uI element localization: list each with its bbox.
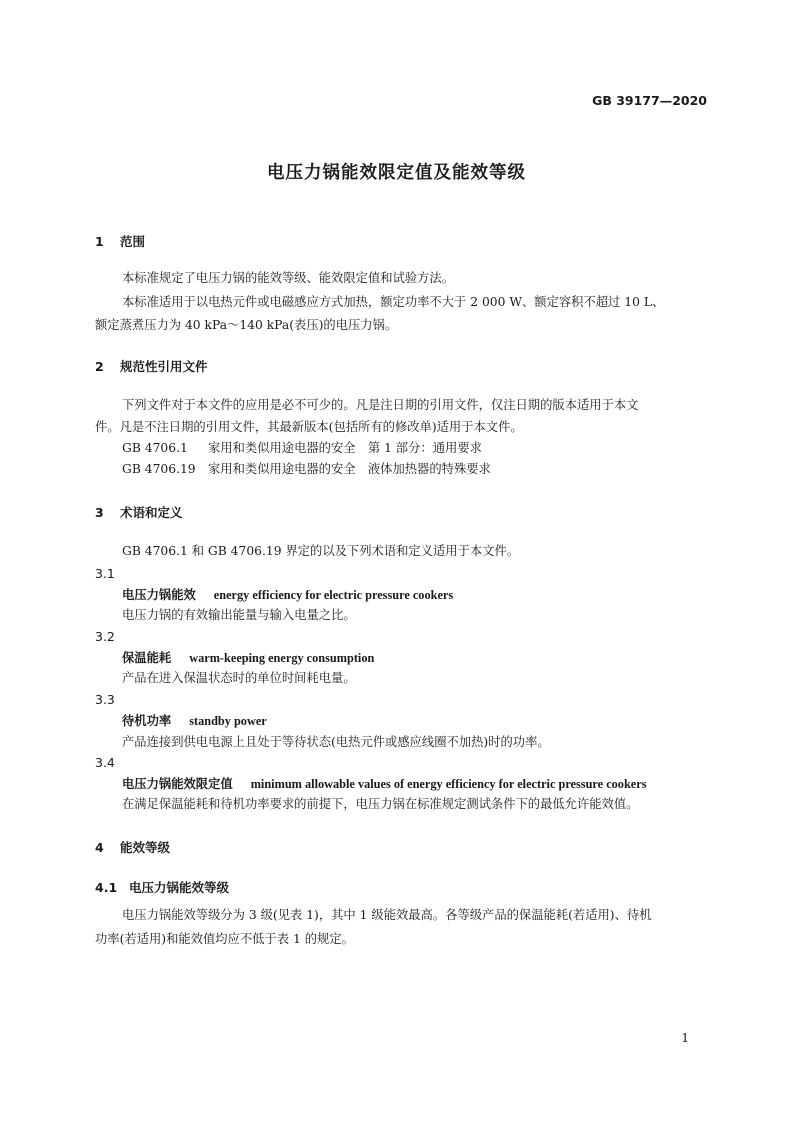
paragraph-line: 本标准适用于以电热元件或电磁感应方式加热，额定功率不大于 2 000 W、额定容积不超过 10 L、 bbox=[122, 295, 665, 309]
term-heading bbox=[122, 648, 374, 666]
section-title: 术语和定义 bbox=[120, 505, 183, 520]
reference-title: 家用和类似用途电器的安全 液体加热器的特殊要求 bbox=[208, 462, 491, 476]
section-number: 4 bbox=[95, 840, 104, 855]
term-number: 3.1 bbox=[95, 566, 115, 581]
paragraph-line: 电压力锅能效等级分为 3 级(见表 1)，其中 1 级能效最高。各等级产品的保温能耗(若适用)、待机 bbox=[122, 908, 652, 922]
section-title: 范围 bbox=[120, 234, 146, 249]
section-2-heading bbox=[95, 357, 208, 375]
section-number: 3 bbox=[95, 505, 104, 520]
reference-title: 家用和类似用途电器的安全 第 1 部分：通用要求 bbox=[208, 441, 482, 455]
term-heading bbox=[122, 711, 267, 729]
section-1-heading bbox=[95, 232, 145, 250]
term-definition: 在满足保温能耗和待机功率要求的前提下，电压力锅在标准规定测试条件下的最低允许能效值。 bbox=[122, 797, 639, 811]
term-definition: 产品连接到供电电源上且处于等待状态(电热元件或感应线圈不加热)时的功率。 bbox=[122, 735, 550, 749]
standard-code: GB 39177—2020 bbox=[592, 93, 707, 108]
term-definition: 电压力锅的有效输出能量与输入电量之比。 bbox=[122, 608, 356, 622]
section-title: 能效等级 bbox=[120, 840, 171, 855]
term-heading bbox=[122, 774, 647, 792]
term-number: 3.2 bbox=[95, 629, 115, 644]
subsection-number: 4.1 bbox=[95, 880, 118, 895]
term-chinese: 保温能耗 bbox=[122, 651, 172, 665]
term-number: 3.4 bbox=[95, 755, 115, 770]
term-english: minimum allowable values of energy efficiency for electric pressure cookers bbox=[250, 777, 647, 791]
term-number: 3.3 bbox=[95, 692, 115, 707]
normative-reference bbox=[122, 438, 482, 458]
subsection-title: 电压力锅能效等级 bbox=[129, 880, 230, 895]
document-title: 电压力锅能效限定值及能效等级 bbox=[267, 163, 526, 183]
page-number: 1 bbox=[681, 1031, 689, 1045]
normative-reference bbox=[122, 459, 491, 479]
term-english: warm-keeping energy consumption bbox=[189, 651, 375, 665]
reference-number: GB 4706.1 bbox=[122, 441, 188, 455]
term-chinese: 电压力锅能效 bbox=[122, 588, 196, 602]
term-heading bbox=[122, 585, 453, 603]
paragraph-line: 额定蒸煮压力为 40 kPa～140 kPa(表压)的电压力锅。 bbox=[95, 318, 398, 332]
paragraph: 本标准规定了电压力锅的能效等级、能效限定值和试验方法。 bbox=[122, 271, 455, 285]
section-number: 2 bbox=[95, 359, 104, 374]
term-chinese: 待机功率 bbox=[122, 714, 172, 728]
section-4-heading bbox=[95, 838, 170, 856]
term-definition: 产品在进入保温状态时的单位时间耗电量。 bbox=[122, 671, 356, 685]
paragraph-line: 功率(若适用)和能效值均应不低于表 1 的规定。 bbox=[95, 932, 354, 946]
paragraph-line: 下列文件对于本文件的应用是必不可少的。凡是注日期的引用文件，仅注日期的版本适用于本文 bbox=[122, 398, 639, 412]
section-number: 1 bbox=[95, 234, 104, 249]
subsection-heading bbox=[95, 878, 229, 896]
term-chinese: 电压力锅能效限定值 bbox=[122, 777, 233, 791]
paragraph-line: 件。凡是不注日期的引用文件，其最新版本(包括所有的修改单)适用于本文件。 bbox=[95, 420, 523, 434]
paragraph: GB 4706.1 和 GB 4706.19 界定的以及下列术语和定义适用于本文件。 bbox=[122, 544, 520, 558]
term-english: standby power bbox=[189, 714, 267, 728]
reference-number: GB 4706.19 bbox=[122, 462, 196, 476]
section-3-heading bbox=[95, 503, 183, 521]
section-title: 规范性引用文件 bbox=[120, 359, 208, 374]
term-english: energy efficiency for electric pressure cookers bbox=[213, 588, 454, 602]
